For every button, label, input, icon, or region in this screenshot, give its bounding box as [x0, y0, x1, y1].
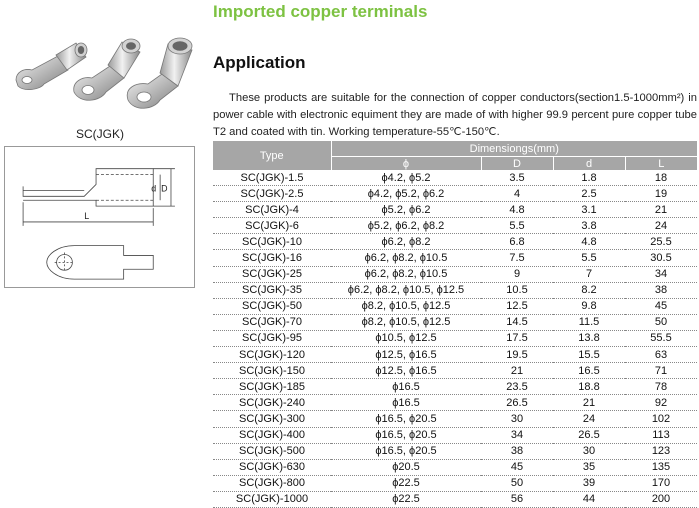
cell-L: 24: [625, 218, 697, 234]
cell-L: 113: [625, 427, 697, 443]
table-row: [213, 282, 697, 298]
cell-phi: ϕ16.5, ϕ20.5: [331, 443, 481, 459]
cell-D: 4: [481, 186, 553, 202]
copper-terminals-photo: [10, 30, 195, 110]
table-row: [213, 298, 697, 314]
cell-L: 50: [625, 314, 697, 330]
cell-type: SC(JGK)-800: [213, 475, 331, 491]
cell-d: 2.5: [553, 186, 625, 202]
cell-phi: ϕ16.5, ϕ20.5: [331, 427, 481, 443]
cell-d: 1.8: [553, 170, 625, 186]
table-row: [213, 363, 697, 379]
product-caption: SC(JGK): [76, 127, 124, 141]
cell-D: 9: [481, 266, 553, 282]
cell-L: 30.5: [625, 250, 697, 266]
cell-d: 5.5: [553, 250, 625, 266]
table-row: [213, 443, 697, 459]
cell-d: 4.8: [553, 234, 625, 250]
table-row: [213, 491, 697, 507]
cell-D: 21: [481, 363, 553, 379]
cell-d: 24: [553, 411, 625, 427]
cell-type: SC(JGK)-400: [213, 427, 331, 443]
cell-D: 3.5: [481, 170, 553, 186]
cell-D: 45: [481, 459, 553, 475]
cell-L: 19: [625, 186, 697, 202]
cell-type: SC(JGK)-1.5: [213, 170, 331, 186]
table-row: [213, 411, 697, 427]
cell-d: 9.8: [553, 298, 625, 314]
cell-type: SC(JGK)-95: [213, 330, 331, 346]
cell-d: 30: [553, 443, 625, 459]
cell-d: 7: [553, 266, 625, 282]
cell-D: 14.5: [481, 314, 553, 330]
cell-D: 7.5: [481, 250, 553, 266]
cell-type: SC(JGK)-10: [213, 234, 331, 250]
cell-phi: ϕ12.5, ϕ16.5: [331, 347, 481, 363]
table-row: [213, 459, 697, 475]
cell-d: 39: [553, 475, 625, 491]
cell-phi: ϕ16.5: [331, 395, 481, 411]
cell-d: 8.2: [553, 282, 625, 298]
cell-phi: ϕ20.5: [331, 459, 481, 475]
cell-d: 44: [553, 491, 625, 507]
table-row: [213, 427, 697, 443]
cell-L: 200: [625, 491, 697, 507]
table-row: [213, 186, 697, 202]
table-row: [213, 475, 697, 491]
cell-D: 5.5: [481, 218, 553, 234]
cell-L: 34: [625, 266, 697, 282]
application-text-body: These products are suitable for the connection of copper conductors(section1.5-1000mm²) in power cable with electronic equiment they are made of with higher 99.9 percent pure copper tube T2 and coated with tin. Working temperature-55℃-150℃.: [213, 92, 697, 138]
cell-phi: ϕ6.2, ϕ8.2, ϕ10.5: [331, 266, 481, 282]
cell-phi: ϕ6.2, ϕ8.2: [331, 234, 481, 250]
cell-phi: ϕ12.5, ϕ16.5: [331, 363, 481, 379]
cell-type: SC(JGK)-630: [213, 459, 331, 475]
cell-phi: ϕ8.2, ϕ10.5, ϕ12.5: [331, 314, 481, 330]
cell-D: 26.5: [481, 395, 553, 411]
cell-type: SC(JGK)-4: [213, 202, 331, 218]
cell-D: 6.8: [481, 234, 553, 250]
application-text: [213, 90, 697, 141]
table-row: [213, 250, 697, 266]
table-row: [213, 234, 697, 250]
cell-type: SC(JGK)-240: [213, 395, 331, 411]
cell-L: 135: [625, 459, 697, 475]
cell-D: 30: [481, 411, 553, 427]
cell-L: 170: [625, 475, 697, 491]
drawing-label-d: d: [151, 183, 157, 194]
cell-type: SC(JGK)-35: [213, 282, 331, 298]
page-headline: Imported copper terminals: [213, 2, 428, 21]
cell-D: 34: [481, 427, 553, 443]
table-row: [213, 170, 697, 186]
cell-phi: ϕ5.2, ϕ6.2, ϕ8.2: [331, 218, 481, 234]
table-row: [213, 218, 697, 234]
table-row: [213, 347, 697, 363]
cell-type: SC(JGK)-185: [213, 379, 331, 395]
table-row: [213, 202, 697, 218]
cell-d: 3.1: [553, 202, 625, 218]
cell-phi: ϕ8.2, ϕ10.5, ϕ12.5: [331, 298, 481, 314]
cell-type: SC(JGK)-120: [213, 347, 331, 363]
cell-d: 21: [553, 395, 625, 411]
cell-D: 56: [481, 491, 553, 507]
cell-phi: ϕ6.2, ϕ8.2, ϕ10.5, ϕ12.5: [331, 282, 481, 298]
cell-d: 11.5: [553, 314, 625, 330]
technical-drawing: [4, 146, 195, 288]
L-column-header: L: [625, 157, 697, 171]
cell-L: 63: [625, 347, 697, 363]
cell-phi: ϕ4.2, ϕ5.2: [331, 170, 481, 186]
cell-phi: ϕ5.2, ϕ6.2: [331, 202, 481, 218]
cell-D: 17.5: [481, 330, 553, 346]
cell-D: 38: [481, 443, 553, 459]
cell-type: SC(JGK)-70: [213, 314, 331, 330]
cell-phi: ϕ4.2, ϕ5.2, ϕ6.2: [331, 186, 481, 202]
table-row: [213, 379, 697, 395]
cell-L: 78: [625, 379, 697, 395]
cell-D: 10.5: [481, 282, 553, 298]
cell-phi: ϕ6.2, ϕ8.2, ϕ10.5: [331, 250, 481, 266]
cell-L: 102: [625, 411, 697, 427]
cell-type: SC(JGK)-25: [213, 266, 331, 282]
drawing-label-L: L: [84, 210, 90, 221]
cell-d: 16.5: [553, 363, 625, 379]
type-column-header: Type: [213, 141, 331, 170]
cell-type: SC(JGK)-1000: [213, 491, 331, 507]
cell-d: 18.8: [553, 379, 625, 395]
table-row: [213, 314, 697, 330]
cell-D: 50: [481, 475, 553, 491]
cell-type: SC(JGK)-300: [213, 411, 331, 427]
table-row: [213, 330, 697, 346]
cell-phi: ϕ16.5, ϕ20.5: [331, 411, 481, 427]
cell-L: 25.5: [625, 234, 697, 250]
cell-D: 4.8: [481, 202, 553, 218]
cell-d: 13.8: [553, 330, 625, 346]
cell-L: 18: [625, 170, 697, 186]
table-body: [213, 170, 697, 507]
D-column-header: D: [481, 157, 553, 171]
dimensions-table: [213, 141, 697, 508]
phi-column-header: ϕ: [331, 157, 481, 171]
cell-L: 71: [625, 363, 697, 379]
cell-d: 3.8: [553, 218, 625, 234]
cell-type: SC(JGK)-16: [213, 250, 331, 266]
cell-type: SC(JGK)-6: [213, 218, 331, 234]
table-row: [213, 395, 697, 411]
cell-d: 26.5: [553, 427, 625, 443]
cell-L: 38: [625, 282, 697, 298]
table-row: [213, 266, 697, 282]
cell-d: 15.5: [553, 347, 625, 363]
dimensions-column-header: Dimensiongs(mm): [331, 141, 697, 157]
cell-L: 21: [625, 202, 697, 218]
cell-L: 45: [625, 298, 697, 314]
cell-type: SC(JGK)-2.5: [213, 186, 331, 202]
cell-d: 35: [553, 459, 625, 475]
cell-L: 92: [625, 395, 697, 411]
cell-phi: ϕ16.5: [331, 379, 481, 395]
cell-phi: ϕ10.5, ϕ12.5: [331, 330, 481, 346]
application-title: Application: [213, 53, 306, 72]
cell-phi: ϕ22.5: [331, 491, 481, 507]
cell-D: 12.5: [481, 298, 553, 314]
cell-L: 55.5: [625, 330, 697, 346]
cell-D: 23.5: [481, 379, 553, 395]
cell-type: SC(JGK)-150: [213, 363, 331, 379]
d-column-header: d: [553, 157, 625, 171]
cell-L: 123: [625, 443, 697, 459]
drawing-label-D: D: [161, 183, 168, 194]
cell-D: 19.5: [481, 347, 553, 363]
cell-type: SC(JGK)-50: [213, 298, 331, 314]
cell-phi: ϕ22.5: [331, 475, 481, 491]
cell-type: SC(JGK)-500: [213, 443, 331, 459]
